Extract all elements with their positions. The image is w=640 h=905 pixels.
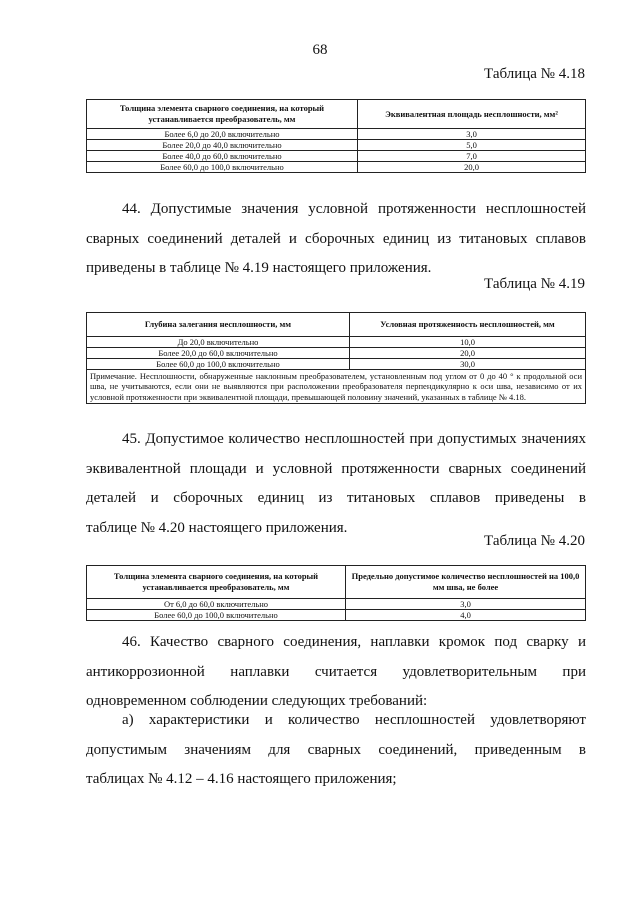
table-4-19: [86, 312, 586, 404]
paragraph-line: 44. Допустимые значения условной протяженности несплошностей: [122, 201, 586, 217]
table-cell: 10,0: [350, 337, 586, 348]
table-row: [87, 610, 586, 621]
table-caption-4-20: Таблица № 4.20: [484, 533, 585, 549]
table-cell: 3,0: [346, 599, 586, 610]
table-row: [87, 359, 586, 370]
table-caption-4-18: Таблица № 4.18: [484, 66, 585, 82]
table-row: [87, 348, 586, 359]
table-row: [87, 337, 586, 348]
table-header-cell: Условная протяженность несплошностей, мм: [350, 313, 586, 337]
table-header-cell: Толщина элемента сварного соединения, на который устанавливается преобразователь, мм: [87, 566, 346, 599]
table-cell: 20,0: [358, 162, 586, 173]
paragraph-45: [86, 425, 586, 543]
table-row: [87, 151, 586, 162]
paragraph-line: антикоррозионной наплавки считается удовлетворительным при: [86, 663, 586, 680]
table-cell: 7,0: [358, 151, 586, 162]
table-header-cell: Эквивалентная площадь несплошности, мм²: [358, 100, 586, 129]
table-cell: От 6,0 до 60,0 включительно: [87, 599, 346, 610]
paragraph-line: одновременном соблюдении следующих требований:: [86, 693, 428, 709]
paragraph-line: 45. Допустимое количество несплошностей при допустимых значениях: [122, 431, 586, 447]
table-note: Примечание. Несплошности, обнаруженные наклонным преобразователем, установленным под углом от 0 до 40 ° к продольной оси шва, не учитываются, если они не выявляются при расположении преобразователя перпендикулярно к оси шва, независимо от их условной протяженности при эквивалентной площади, превышающей половину значений, указанных в таблице № 4.18.: [87, 370, 586, 404]
table-row: [87, 140, 586, 151]
table-4-20: [86, 565, 586, 621]
paragraph-line: а) характеристики и количество несплошностей удовлетворяют: [122, 712, 586, 728]
paragraph-line: сварных соединений деталей и сборочных единиц из титановых сплавов: [86, 230, 586, 247]
paragraph-line: эквивалентной площади и условной протяженности сварных соединений: [86, 460, 586, 477]
table-row: [87, 162, 586, 173]
table-header-row: [87, 100, 586, 129]
paragraph-46-a: [86, 706, 586, 795]
paragraph-line: таблицах № 4.12 – 4.16 настоящего приложения;: [86, 771, 397, 787]
table-cell: Более 60,0 до 100,0 включительно: [87, 610, 346, 621]
table-cell: 5,0: [358, 140, 586, 151]
paragraph-line: таблице № 4.20 настоящего приложения.: [86, 519, 348, 536]
table-cell: 20,0: [350, 348, 586, 359]
table-header-cell: Предельно допустимое количество несплошностей на 100,0 мм шва, не более: [346, 566, 586, 599]
table-cell: Более 20,0 до 40,0 включительно: [87, 140, 358, 151]
table-cell: До 20,0 включительно: [87, 337, 350, 348]
table-cell: Более 6,0 до 20,0 включительно: [87, 129, 358, 140]
table-row: [87, 599, 586, 610]
table-4-18: [86, 99, 586, 173]
table-cell: Более 40,0 до 60,0 включительно: [87, 151, 358, 162]
paragraph-44: [86, 195, 586, 284]
table-cell: 30,0: [350, 359, 586, 370]
table-caption-4-19: Таблица № 4.19: [484, 276, 585, 292]
paragraph-line: приведены в таблице № 4.19 настоящего приложения.: [86, 260, 432, 276]
table-cell: 4,0: [346, 610, 586, 621]
table-header-row: [87, 313, 586, 337]
paragraph-46: [86, 628, 586, 717]
table-note-row: [87, 370, 586, 404]
table-cell: Более 60,0 до 100,0 включительно: [87, 162, 358, 173]
table-cell: Более 20,0 до 60,0 включительно: [87, 348, 350, 359]
paragraph-line: 46. Качество сварного соединения, наплавки кромок под сварку и: [122, 634, 586, 650]
table-header-row: [87, 566, 586, 599]
paragraph-line: деталей и сборочных единиц из титановых сплавов приведены в: [86, 490, 586, 506]
table-cell: 3,0: [358, 129, 586, 140]
page-number: 68: [312, 42, 328, 58]
table-row: [87, 129, 586, 140]
table-header-cell: Глубина залегания несплошности, мм: [87, 313, 350, 337]
table-header-cell: Толщина элемента сварного соединения, на который устанавливается преобразователь, мм: [87, 100, 358, 129]
table-cell: Более 60,0 до 100,0 включительно: [87, 359, 350, 370]
paragraph-line: допустимым значениям для сварных соединений, приведенным в: [86, 741, 586, 758]
